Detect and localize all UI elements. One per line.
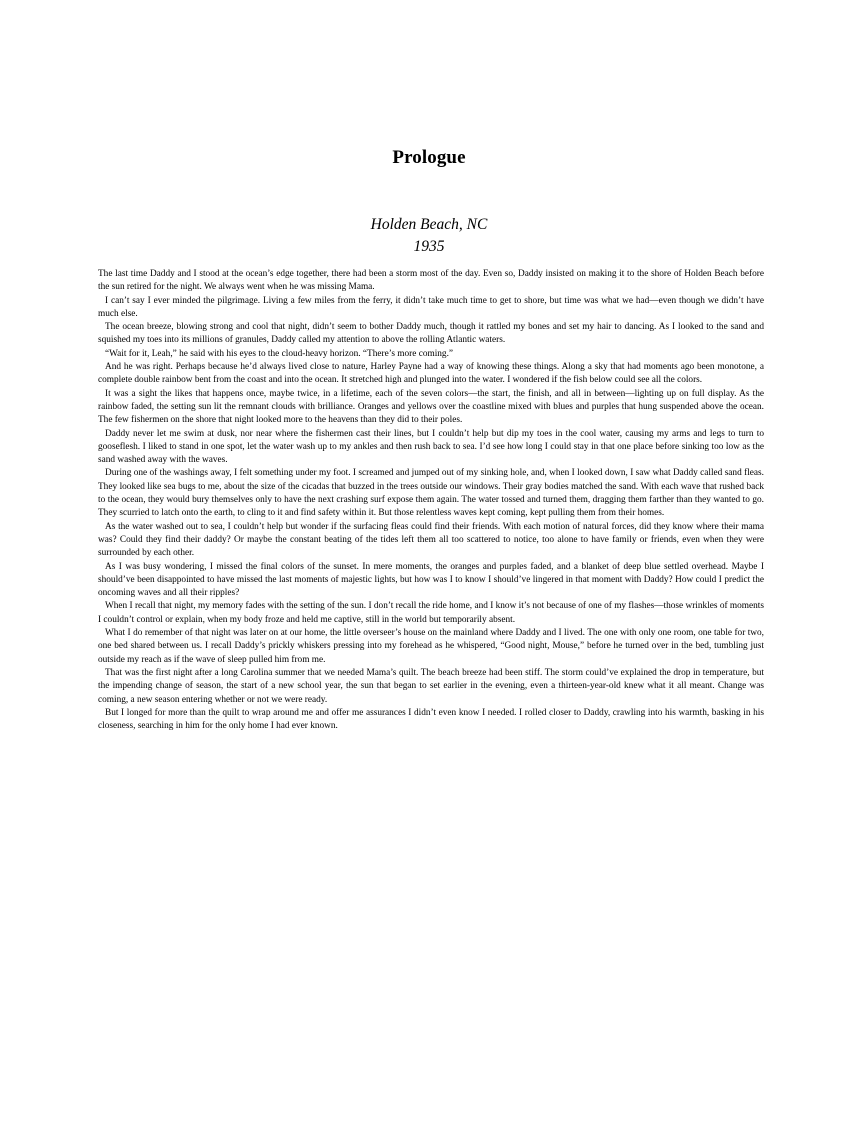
paragraph: During one of the washings away, I felt something under my foot. I screamed and jumped out of my sinking hole, and, when I looked down, I saw what Daddy called sand fleas. They looked like sea bugs to me, about the size of the cicadas that buzzed in the trees outside our windows. Their gray bodies matched the sand. With each wave that rushed back to the ocean, they would bury themselves only to have the next crashing surf expose them again. The water tossed and turned them, dragging them farther than they wanted to go. They scurried to latch onto the earth, to cling to it and find safety within it. But those relentless waves kept coming, kept pulling them from their homes. [98,468,764,519]
paragraph: It was a sight the likes that happens once, maybe twice, in a lifetime, each of the seven colors—the start, the finish, and all in between—lighting up on full display. As the rainbow faded, the setting sun lit the remnant clouds with brilliance. Oranges and yellows over the coastline mixed with blues and purples that hung suspended above the ocean. The few fishermen on the shore that night looked more to the heavens than they did to their poles. [98,388,764,426]
paragraph: And he was right. Perhaps because he’d always lived close to nature, Harley Payne had a way of knowing these things. Along a sky that had moments ago been monotone, a complete double rainbow bent from the coast and into the ocean. It stretched high and plunged into the water. I wondered if the fish below could see all the colors. [98,362,764,386]
paragraph: As I was busy wondering, I missed the final colors of the sunset. In mere moments, the oranges and purples faded, and a blanket of deep blue settled overhead. Maybe I should’ve been disappointed to have missed the last moments of majestic lights, but how was I to know I should’ve lingered in that moment with Daddy? How could I predict the oncoming waves and all their ripples? [98,561,764,599]
paragraph: “Wait for it, Leah,” he said with his eyes to the cloud-heavy horizon. “There’s more coming.” [105,348,454,359]
chapter-title: Prologue [392,147,466,168]
paragraph: That was the first night after a long Carolina summer that we needed Mama’s quilt. The beach breeze had been stiff. The storm could’ve explained the drop in temperature, but the impending change of season, the start of a new school year, the sun that began to set earlier in the evening, even a thirteen-year-old knew what it all meant. Change was coming, a new season entering whether or not we were ready. [98,667,764,705]
paragraph: When I recall that night, my memory fades with the setting of the sun. I don’t recall the ride home, and I know it’s not because of one of my flashes—those wrinkles of moments I couldn’t control or explain, when my body froze and held me captive, still in the world but temporarily absent. [98,601,764,625]
paragraph: But I longed for more than the quilt to wrap around me and offer me assurances I didn’t even know I needed. I rolled closer to Daddy, crawling into his warmth, basking in his closeness, searching in him for the only home I had ever known. [98,707,764,732]
paragraph: The ocean breeze, blowing strong and cool that night, didn’t seem to bother Daddy much, though it rattled my bones and set my hair to dancing. As I looked to the sand and squished my toes into its millions of granules, Daddy called my attention to above the rolling Atlantic waters. [98,322,764,346]
paragraph: The last time Daddy and I stood at the ocean’s edge together, there had been a storm most of the day. Even so, Daddy insisted on making it to the shore of Holden Beach before the sun retired for the night. We always went when he was missing Mama. [98,269,764,293]
chapter-location: Holden Beach, NC [370,216,488,233]
paragraph: What I do remember of that night was later on at our home, the little overseer’s house on the mainland where Daddy and I lived. The one with only one room, one table for two, one bed shared between us. I recall Daddy’s prickly whiskers pressing into my forehead as he whispered, “Good night, Mouse,” before he turned over in the bed, tumbling just outside my reach as if the wave of sleep pulled him from me. [98,628,764,665]
paragraph: I can’t say I ever minded the pilgrimage. Living a few miles from the ferry, it didn’t take much time to get to shore, but time was what we had—even though we didn’t have much else. [98,295,764,319]
paragraph: Daddy never let me swim at dusk, nor near where the fishermen cast their lines, but I couldn’t help but dip my toes in the cool water, causing my arms and legs to turn to gooseflesh. I liked to stand in one spot, let the water wash up to my ankles and then rush back to sea. I’d see how long I could stay in that one place before sinking too low as the sand washed away with the waves. [98,428,764,466]
chapter-year: 1935 [413,238,445,255]
paragraph: As the water washed out to sea, I couldn’t help but wonder if the surfacing fleas could find their friends. With each motion of natural forces, did they know where their mama was? Could they find their daddy? Or maybe the constant beating of the tides left them all too scattered to notice, too alone to have family or friends, even when they were surrounded by each other. [98,521,764,559]
prologue-body [98,268,764,733]
